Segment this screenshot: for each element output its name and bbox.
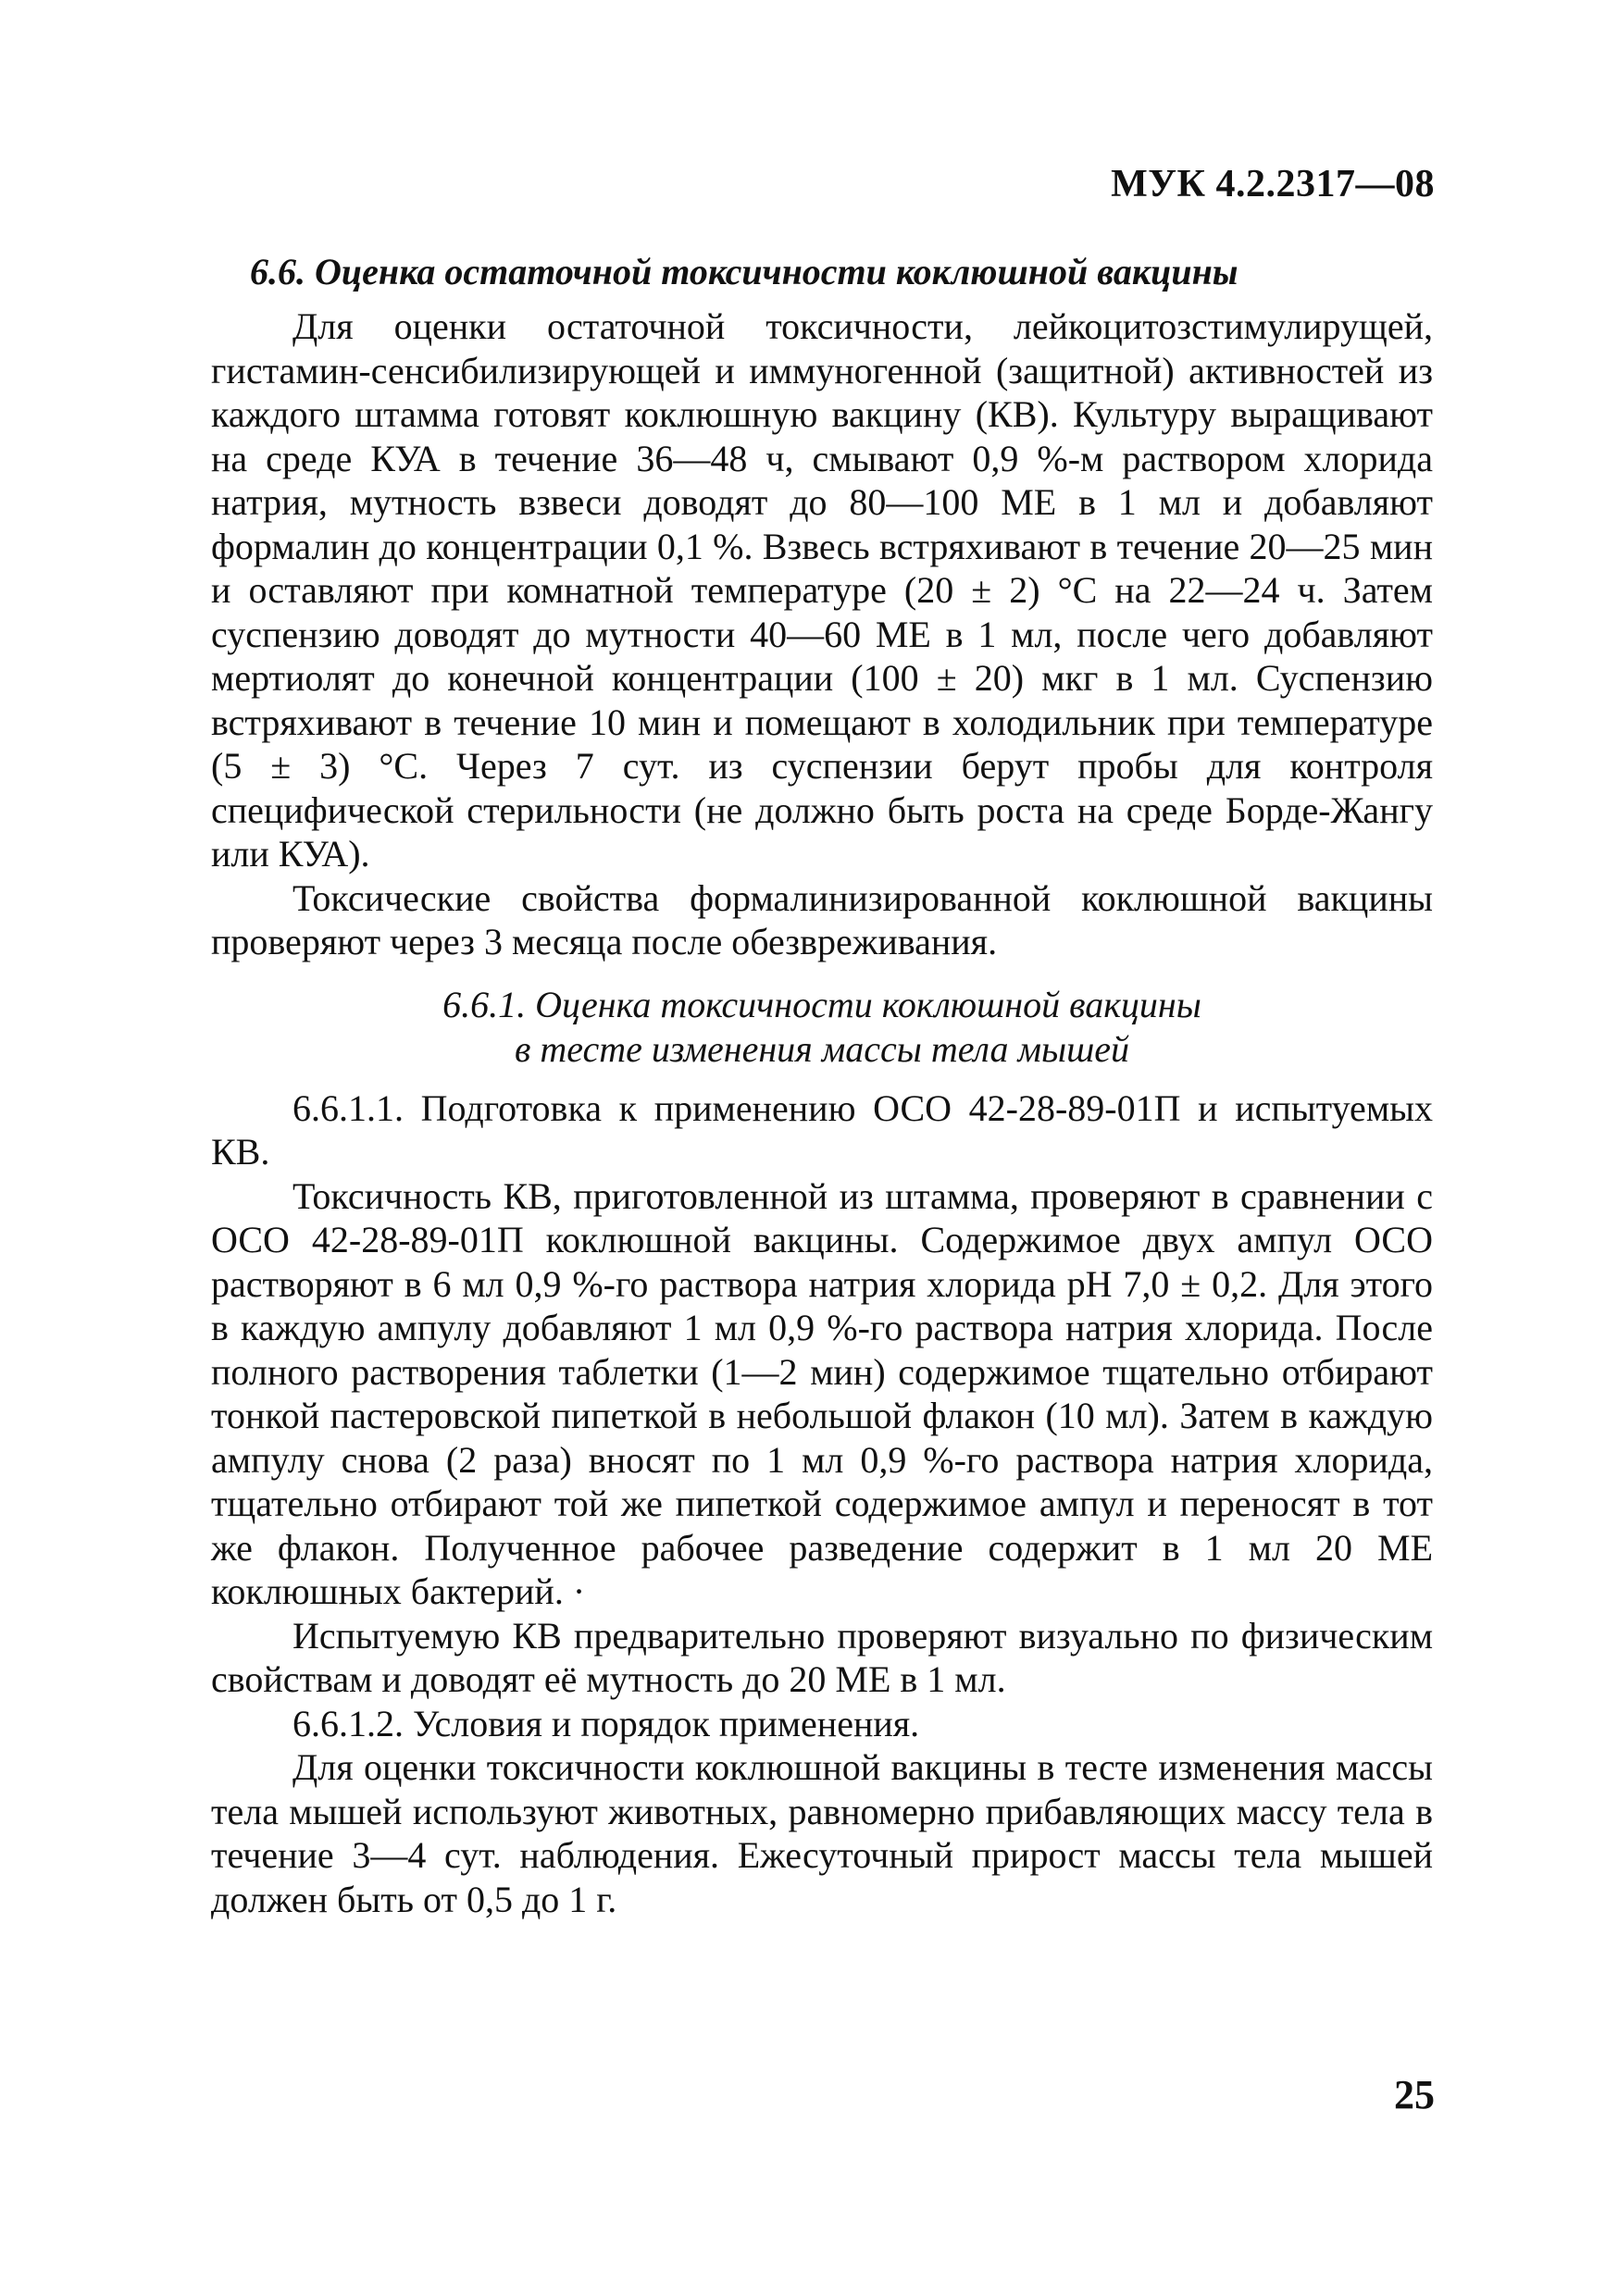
paragraph-step-6-6-1-1: 6.6.1.1. Подготовка к применению ОСО 42-28-89-01П и испытуемых КВ.	[211, 1086, 1433, 1173]
section-heading-6-6: 6.6. Оценка остаточной токсичности коклюшной вакцины	[250, 251, 1238, 292]
paragraph-reference-comparison: Токсичность КВ, приготовленной из штамма, проверяют в сравнении с ОСО 42-28-89-01П коклюшной вакцины. Содержимое двух ампул ОСО растворяют в 6 мл 0,9 %-го раствора натрия хлорида рН 7,0 ± 0,2. Для этого в каждую ампулу добавляют 1 мл 0,9 %-го раствора натрия хлорида. После полного растворения таблетки (1—2 мин) содержимое тщательно отбирают тонкой пастеровской пипеткой в небольшой флакон (10 мл). Затем в каждую ампулу снова (2 раза) вносят по 1 мл 0,9 %-го раствора натрия хлорида, тщательно отбирают той же пипеткой содержимое ампул и переносят в тот же флакон. Полученное рабочее разведение содержит в 1 мл 20 МЕ коклюшных бактерий. ·	[211, 1174, 1433, 1612]
page-number: 25	[1394, 2072, 1435, 2117]
paragraph-toxic-properties: Токсические свойства формалинизированной коклюшной вакцины проверяют через 3 месяца после обезвреживания.	[211, 876, 1433, 962]
document-body	[211, 245, 1433, 1921]
subsection-heading-line-2: в тесте изменения массы тела мышей	[514, 1027, 1130, 1070]
paragraph-vaccine-preparation: Для оценки остаточной токсичности, лейкоцитозстимулирущей, гистамин-сенсибилизирующей и иммуногенной (защитной) активностей из каждого штамма готовят коклюшную вакцину (КВ). Культуру выращивают на среде КУА в течение 36—48 ч, смывают 0,9 %-м раствором хлорида натрия, мутность взвеси доводят до 80—100 МЕ в 1 мл и добавляют формалин до концентрации 0,1 %. Взвесь встряхивают в течение 20—25 мин и оставляют при комнатной температуре (20 ± 2) °С на 22—24 ч. Затем суспензию доводят до мутности 40—60 МЕ в 1 мл, после чего добавляют мертиолят до конечной концентрации (100 ± 20) мкг в 1 мл. Суспензию встряхивают в течение 10 мин и помещают в холодильник при температуре (5 ± 3) °С. Через 7 сут. из суспензии берут пробы для контроля специфической стерильности (не должно быть роста на среде Борде-Жангу или КУА).	[211, 305, 1433, 875]
subsection-heading-line-1: 6.6.1. Оценка токсичности коклюшной вакцины	[442, 983, 1201, 1025]
paragraph-step-6-6-1-2: 6.6.1.2. Условия и порядок применения.	[292, 1702, 920, 1744]
paragraph-mice-weight: Для оценки токсичности коклюшной вакцины в тесте изменения массы тела мышей используют животных, равномерно прибавляющих массу тела в течение 3—4 сут. наблюдения. Ежесуточный прирост массы тела мышей должен быть от 0,5 до 1 г.	[211, 1746, 1433, 1920]
subsection-heading-6-6-1	[211, 983, 1433, 1072]
paragraph-visual-check: Испытуемую КВ предварительно проверяют визуально по физическим свойствам и доводят её мутность до 20 МЕ в 1 мл.	[211, 1614, 1433, 1700]
document-code-header: МУК 4.2.2317—08	[1111, 163, 1435, 205]
